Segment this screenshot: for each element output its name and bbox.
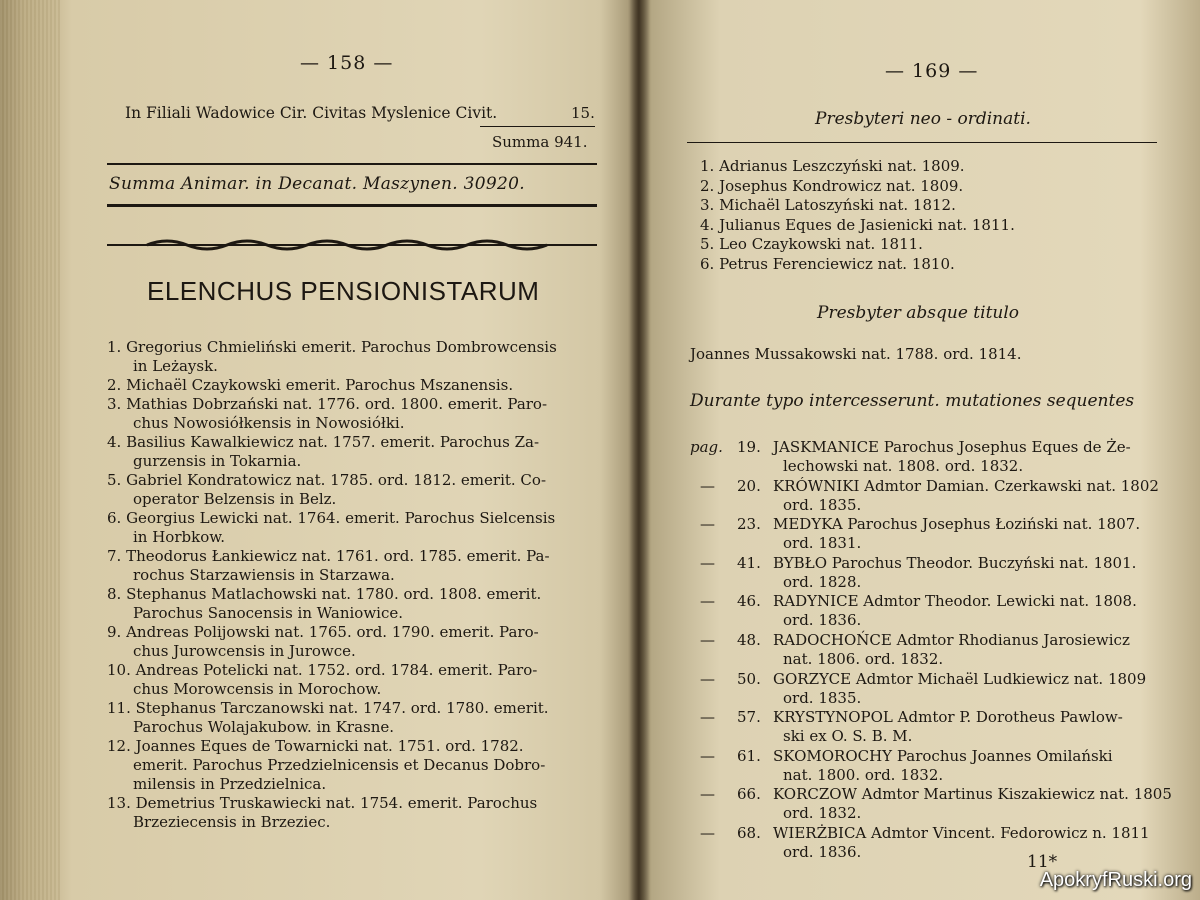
neo-ordinatus-item: 5. Leo Czaykowski nat. 1811.: [700, 235, 923, 253]
heading-durante: Durante typo intercesserunt. mutationes sequentes: [690, 391, 1135, 411]
pensioner-line: in Leżaysk.: [133, 357, 218, 375]
pensioner-line: Brzeziecensis in Brzeziec.: [133, 813, 331, 831]
pensioner-line: 1. Gregorius Chmieliński emerit. Parochus Dombrowcensis: [107, 338, 557, 356]
book-gutter: [628, 0, 650, 900]
pensioner-line: in Horbkow.: [133, 528, 226, 546]
mutation-page-number: 41.: [737, 553, 761, 572]
ornament-divider: [107, 236, 597, 254]
mutation-line-continued: ord. 1835.: [783, 495, 862, 514]
mutation-page-number: 68.: [737, 824, 761, 842]
page-edges: [0, 0, 60, 900]
mutation-line: SKOMOROCHY Parochus Joannes Omilański: [773, 746, 1113, 765]
mutation-prefix: —: [700, 631, 715, 649]
pensioner-line: milensis in Przedzielnica.: [133, 775, 327, 793]
pensioner-line: rochus Starzawiensis in Starzawa.: [133, 566, 395, 584]
mutation-line: KRÓWNIKI Admtor Damian. Czerkawski nat. 1802: [773, 476, 1159, 495]
mutation-line: KORCZOW Admtor Martinus Kiszakiewicz nat. 1805: [773, 785, 1172, 804]
pensioner-line: Parochus Wolajakubow. in Krasne.: [133, 718, 395, 736]
pensioner-line: 3. Mathias Dobrzański nat. 1776. ord. 1800. emerit. Paro-: [107, 395, 548, 413]
mutation-prefix: —: [700, 553, 715, 572]
mutation-line-continued: lechowski nat. 1808. ord. 1832.: [783, 457, 1024, 475]
mutation-line: BYBŁO Parochus Theodor. Buczyński nat. 1801.: [773, 553, 1137, 572]
mutation-page-number: 19.: [737, 438, 761, 456]
right-page: [675, 0, 1170, 900]
pensioner-line: 6. Georgius Lewicki nat. 1764. emerit. Parochus Sielcensis: [107, 509, 556, 527]
neo-ordinatus-item: 2. Josephus Kondrowicz nat. 1809.: [700, 176, 964, 195]
heading-neo-ordinati: Presbyteri neo - ordinati.: [815, 109, 1031, 129]
absque-line: Joannes Mussakowski nat. 1788. ord. 1814.: [690, 345, 1022, 363]
mutation-prefix: —: [700, 824, 715, 842]
mutation-prefix: —: [700, 746, 715, 765]
neo-rule: [687, 142, 1157, 143]
double-rule-bottom: [107, 204, 597, 207]
mutation-prefix: —: [700, 669, 715, 688]
sum-rule: [480, 126, 595, 127]
pensioner-line: 7. Theodorus Łankiewicz nat. 1761. ord. 1785. emerit. Pa-: [107, 547, 550, 565]
mutation-prefix: —: [700, 708, 715, 727]
mutation-prefix: pag.: [690, 438, 723, 456]
mutation-line-continued: ord. 1835.: [783, 688, 862, 707]
left-page: [95, 0, 605, 900]
summa-total: Summa 941.: [492, 133, 588, 151]
signature-mark: 11*: [1027, 852, 1058, 872]
summa-decanat: Summa Animar. in Decanat. Maszynen. 30920.: [109, 174, 525, 194]
pensioner-line: 12. Joannes Eques de Towarnicki nat. 1751. ord. 1782.: [107, 737, 524, 755]
mutation-line: RADYNICE Admtor Theodor. Lewicki nat. 1808.: [773, 592, 1137, 611]
filial-line: In Filiali Wadowice Cir. Civitas Myslenice Civit.: [125, 104, 498, 122]
neo-ordinatus-item: 6. Petrus Ferenciewicz nat. 1810.: [700, 254, 955, 273]
mutation-line-continued: nat. 1806. ord. 1832.: [783, 650, 944, 668]
filial-count: 15.: [571, 104, 595, 122]
mutation-line-continued: ord. 1836.: [783, 611, 862, 630]
mutation-line: GORZYCE Admtor Michaël Ludkiewicz nat. 1809: [773, 669, 1147, 688]
pensioner-line: 5. Gabriel Kondratowicz nat. 1785. ord. 1812. emerit. Co-: [107, 471, 547, 489]
mutation-line-continued: ord. 1832.: [783, 804, 862, 823]
mutation-page-number: 61.: [737, 746, 761, 765]
mutation-prefix: —: [700, 476, 715, 495]
pensioner-line: 9. Andreas Polijowski nat. 1765. ord. 1790. emerit. Paro-: [107, 623, 539, 641]
mutation-line-continued: nat. 1800. ord. 1832.: [783, 765, 944, 784]
mutation-page-number: 23.: [737, 515, 761, 534]
pensioner-line: 11. Stephanus Tarczanowski nat. 1747. ord. 1780. emerit.: [107, 699, 549, 717]
page-number-left: — 158 —: [300, 52, 394, 74]
pensioner-line: 13. Demetrius Truskawiecki nat. 1754. emerit. Parochus: [107, 794, 538, 812]
neo-ordinatus-item: 4. Julianus Eques de Jasienicki nat. 1811.: [700, 215, 1015, 234]
mutation-line-continued: ord. 1836.: [783, 843, 862, 861]
pensioner-line: Parochus Sanocensis in Waniowice.: [133, 604, 404, 622]
mutation-page-number: 66.: [737, 785, 761, 804]
mutation-line: JASKMANICE Parochus Josephus Eques de Że-: [773, 438, 1131, 456]
mutation-line: WIERŻBICA Admtor Vincent. Fedorowicz n. 1811: [773, 824, 1150, 842]
pensioner-line: 2. Michaël Czaykowski emerit. Parochus Mszanensis.: [107, 376, 514, 394]
pensioner-line: gurzensis in Tokarnia.: [133, 452, 302, 470]
mutation-page-number: 46.: [737, 592, 761, 611]
mutation-line: RADOCHOŃCE Admtor Rhodianus Jarosiewicz: [773, 631, 1130, 649]
neo-ordinatus-item: 1. Adrianus Leszczyński nat. 1809.: [700, 157, 965, 175]
mutation-prefix: —: [700, 785, 715, 804]
mutation-page-number: 57.: [737, 708, 761, 727]
mutation-prefix: —: [700, 515, 715, 534]
pensioner-line: emerit. Parochus Przedzielnicensis et Decanus Dobro-: [133, 756, 546, 774]
neo-ordinatus-item: 3. Michaël Latoszyński nat. 1812.: [700, 196, 956, 214]
pensioner-line: chus Morowcensis in Morochow.: [133, 680, 382, 698]
mutation-page-number: 48.: [737, 631, 761, 649]
mutation-line: KRYSTYNOPOL Admtor P. Dorotheus Pawlow-: [773, 708, 1123, 727]
mutation-line-continued: ord. 1828.: [783, 572, 862, 591]
heading-elenchus: ELENCHUS PENSIONISTARUM: [147, 276, 540, 306]
pensioner-line: chus Jurowcensis in Jurowce.: [133, 642, 356, 660]
pensioner-line: 4. Basilius Kawalkiewicz nat. 1757. emerit. Parochus Za-: [107, 433, 540, 451]
pensioner-line: 10. Andreas Potelicki nat. 1752. ord. 1784. emerit. Paro-: [107, 661, 538, 679]
mutation-line-continued: ski ex O. S. B. M.: [783, 727, 913, 746]
mutation-line-continued: ord. 1831.: [783, 534, 862, 553]
watermark: ApokryfRuski.org: [1039, 869, 1192, 891]
pensioner-line: 8. Stephanus Matlachowski nat. 1780. ord. 1808. emerit.: [107, 585, 542, 603]
pensioner-line: operator Belzensis in Belz.: [133, 490, 337, 508]
page-number-right: — 169 —: [885, 60, 979, 82]
mutation-prefix: —: [700, 592, 715, 611]
mutation-line: MEDYKA Parochus Josephus Łoziński nat. 1807.: [773, 515, 1141, 534]
mutation-page-number: 50.: [737, 669, 761, 688]
mutation-page-number: 20.: [737, 476, 761, 495]
pensioner-line: chus Nowosiółkensis in Nowosiółki.: [133, 414, 405, 432]
heading-absque-titulo: Presbyter absque titulo: [817, 303, 1020, 323]
double-rule-top: [107, 163, 597, 165]
